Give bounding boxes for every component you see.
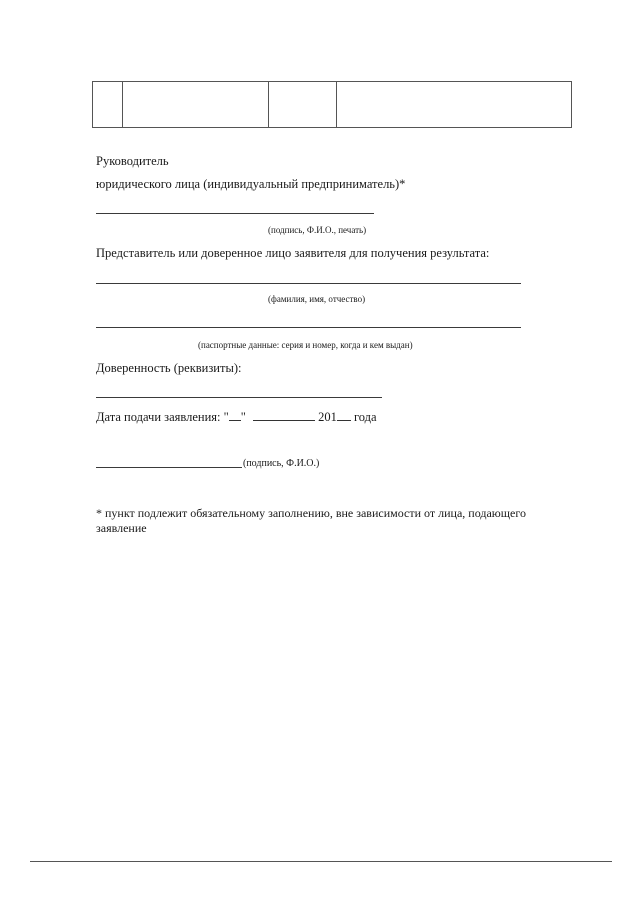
head-label-line1: Руководитель	[96, 154, 169, 168]
power-of-attorney-line[interactable]	[96, 397, 382, 398]
representative-name-line[interactable]	[96, 283, 521, 284]
applicant-signature-caption: (подпись, Ф.И.О.)	[243, 458, 320, 469]
submission-date-row	[96, 410, 377, 424]
passport-data-line[interactable]	[96, 327, 521, 328]
power-of-attorney-label: Доверенность (реквизиты):	[96, 361, 242, 375]
page-bottom-rule	[30, 861, 612, 862]
signature-caption: (подпись, Ф.И.О., печать)	[268, 225, 367, 235]
data-table-row	[92, 81, 572, 128]
date-label: Дата подачи заявления: "	[96, 410, 229, 424]
footnote: * пункт подлежит обязательному заполнению, вне зависимости от лица, подающего заявление	[96, 506, 526, 535]
date-year-field[interactable]	[337, 410, 351, 421]
applicant-signature-line[interactable]	[96, 467, 242, 468]
date-month-field[interactable]	[253, 410, 315, 421]
passport-caption: (паспортные данные: серия и номер, когда и кем выдан)	[198, 340, 413, 350]
head-signature-line[interactable]	[96, 213, 374, 214]
date-suffix: года	[353, 410, 377, 424]
table-cell	[337, 82, 571, 127]
table-cell	[269, 82, 337, 127]
date-day-field[interactable]	[229, 410, 241, 421]
date-year-prefix: 201	[318, 410, 337, 424]
representative-label: Представитель или доверенное лицо заявителя для получения результата:	[96, 246, 490, 260]
table-cell	[93, 82, 123, 127]
head-label-line2: юридического лица (индивидуальный предприниматель)*	[96, 177, 406, 191]
name-caption: (фамилия, имя, отчество)	[268, 294, 366, 304]
table-cell	[123, 82, 269, 127]
date-quote-close: "	[240, 410, 246, 424]
